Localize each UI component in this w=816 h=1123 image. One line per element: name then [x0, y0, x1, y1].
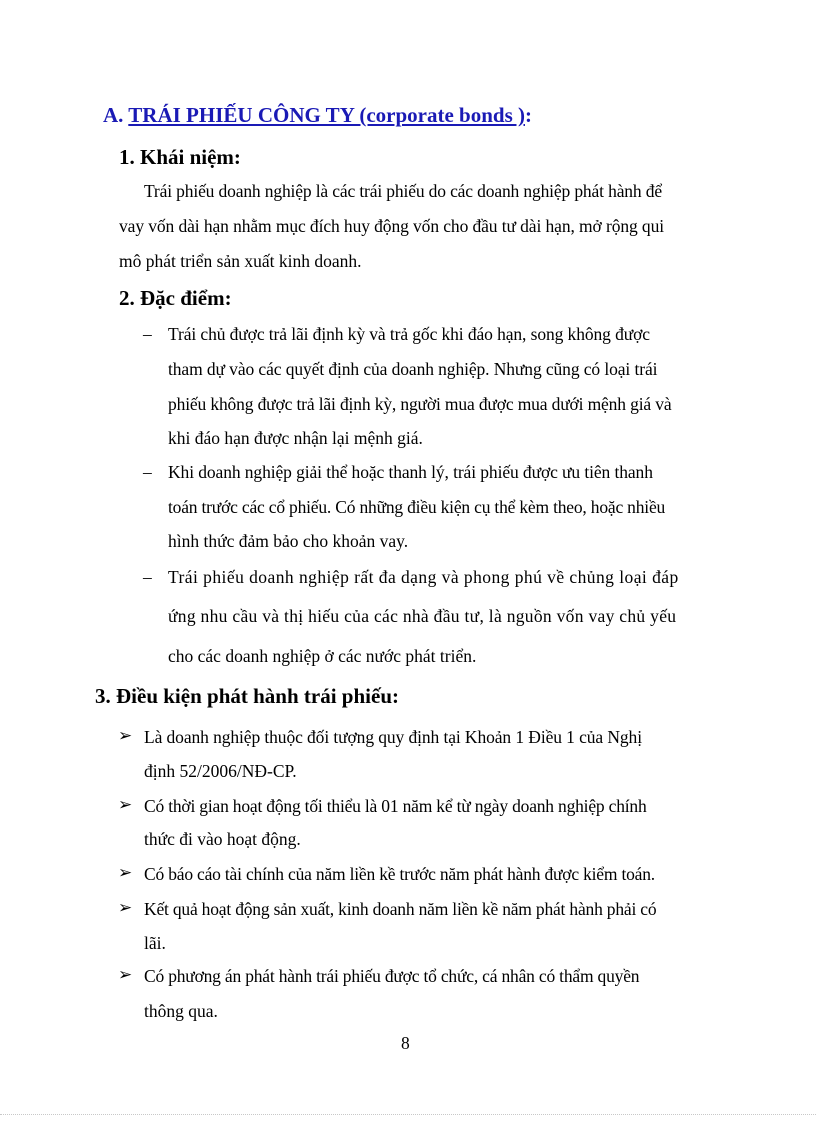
- condition-3-line-1: Có báo cáo tài chính của năm liền kề trước năm phát hành được kiểm toán.: [144, 864, 655, 884]
- feature-1-line-4: khi đáo hạn được nhận lại mệnh giá.: [168, 428, 423, 448]
- dash-bullet-icon: –: [143, 324, 152, 344]
- arrow-bullet-icon: ➢: [118, 863, 133, 882]
- section-3-heading: 3. Điều kiện phát hành trái phiếu:: [95, 684, 399, 708]
- feature-3-line-3: cho các doanh nghiệp ở các nước phát triển.: [168, 646, 477, 666]
- section-2-heading: 2. Đặc điểm:: [119, 286, 232, 310]
- feature-3-line-2: ứng nhu cầu và thị hiếu của các nhà đầu tư, là nguồn vốn vay chủ yếu: [168, 606, 677, 626]
- condition-1-line-2: định 52/2006/NĐ-CP.: [144, 761, 297, 781]
- section-a-title: [103, 103, 532, 128]
- arrow-bullet-icon: ➢: [118, 898, 133, 917]
- page-number: 8: [401, 1033, 410, 1053]
- section-a-prefix: A.: [103, 103, 129, 127]
- arrow-bullet-icon: ➢: [118, 795, 133, 814]
- feature-3-line-1: Trái phiếu doanh nghiệp rất đa dạng và phong phú về chủng loại đáp: [168, 567, 679, 587]
- feature-2-line-3: hình thức đảm bảo cho khoản vay.: [168, 531, 409, 551]
- section-a-title-link[interactable]: TRÁI PHIẾU CÔNG TY (corporate bonds ): [128, 103, 525, 127]
- feature-1-line-1: Trái chủ được trả lãi định kỳ và trả gốc khi đáo hạn, song không được: [168, 324, 650, 344]
- feature-1-line-2: tham dự vào các quyết định của doanh nghiệp. Nhưng cũng có loại trái: [168, 359, 658, 379]
- arrow-bullet-icon: ➢: [118, 726, 133, 745]
- condition-4-line-2: lãi.: [144, 933, 166, 953]
- section-1-heading: 1. Khái niệm:: [119, 145, 241, 169]
- section-a-suffix: :: [524, 103, 532, 127]
- condition-5-line-1: Có phương án phát hành trái phiếu được tổ chức, cá nhân có thẩm quyền: [144, 966, 640, 986]
- feature-1-line-3: phiếu không được trả lãi định kỳ, người mua được mua dưới mệnh giá và: [168, 394, 672, 414]
- feature-2-line-1: Khi doanh nghiệp giải thể hoặc thanh lý, trái phiếu được ưu tiên thanh: [168, 462, 653, 482]
- section-1-line-1: Trái phiếu doanh nghiệp là các trái phiếu do các doanh nghiệp phát hành để: [144, 181, 662, 201]
- arrow-bullet-icon: ➢: [118, 965, 133, 984]
- section-1-line-2: vay vốn dài hạn nhằm mục đích huy động vốn cho đầu tư dài hạn, mở rộng qui: [119, 216, 664, 236]
- condition-1-line-1: Là doanh nghiệp thuộc đối tượng quy định tại Khoản 1 Điều 1 của Nghị: [144, 727, 642, 747]
- page-bottom-divider: [0, 1114, 816, 1115]
- dash-bullet-icon: –: [143, 567, 152, 587]
- dash-bullet-icon: –: [143, 462, 152, 482]
- condition-2-line-1: Có thời gian hoạt động tối thiểu là 01 năm kể từ ngày doanh nghiệp chính: [144, 796, 647, 816]
- feature-2-line-2: toán trước các cổ phiếu. Có những điều kiện cụ thể kèm theo, hoặc nhiều: [168, 497, 666, 517]
- condition-4-line-1: Kết quả hoạt động sản xuất, kinh doanh năm liền kề năm phát hành phải có: [144, 899, 657, 919]
- section-1-line-3: mô phát triển sản xuất kinh doanh.: [119, 251, 362, 271]
- condition-5-line-2: thông qua.: [144, 1001, 218, 1021]
- condition-2-line-2: thức đi vào hoạt động.: [144, 829, 301, 849]
